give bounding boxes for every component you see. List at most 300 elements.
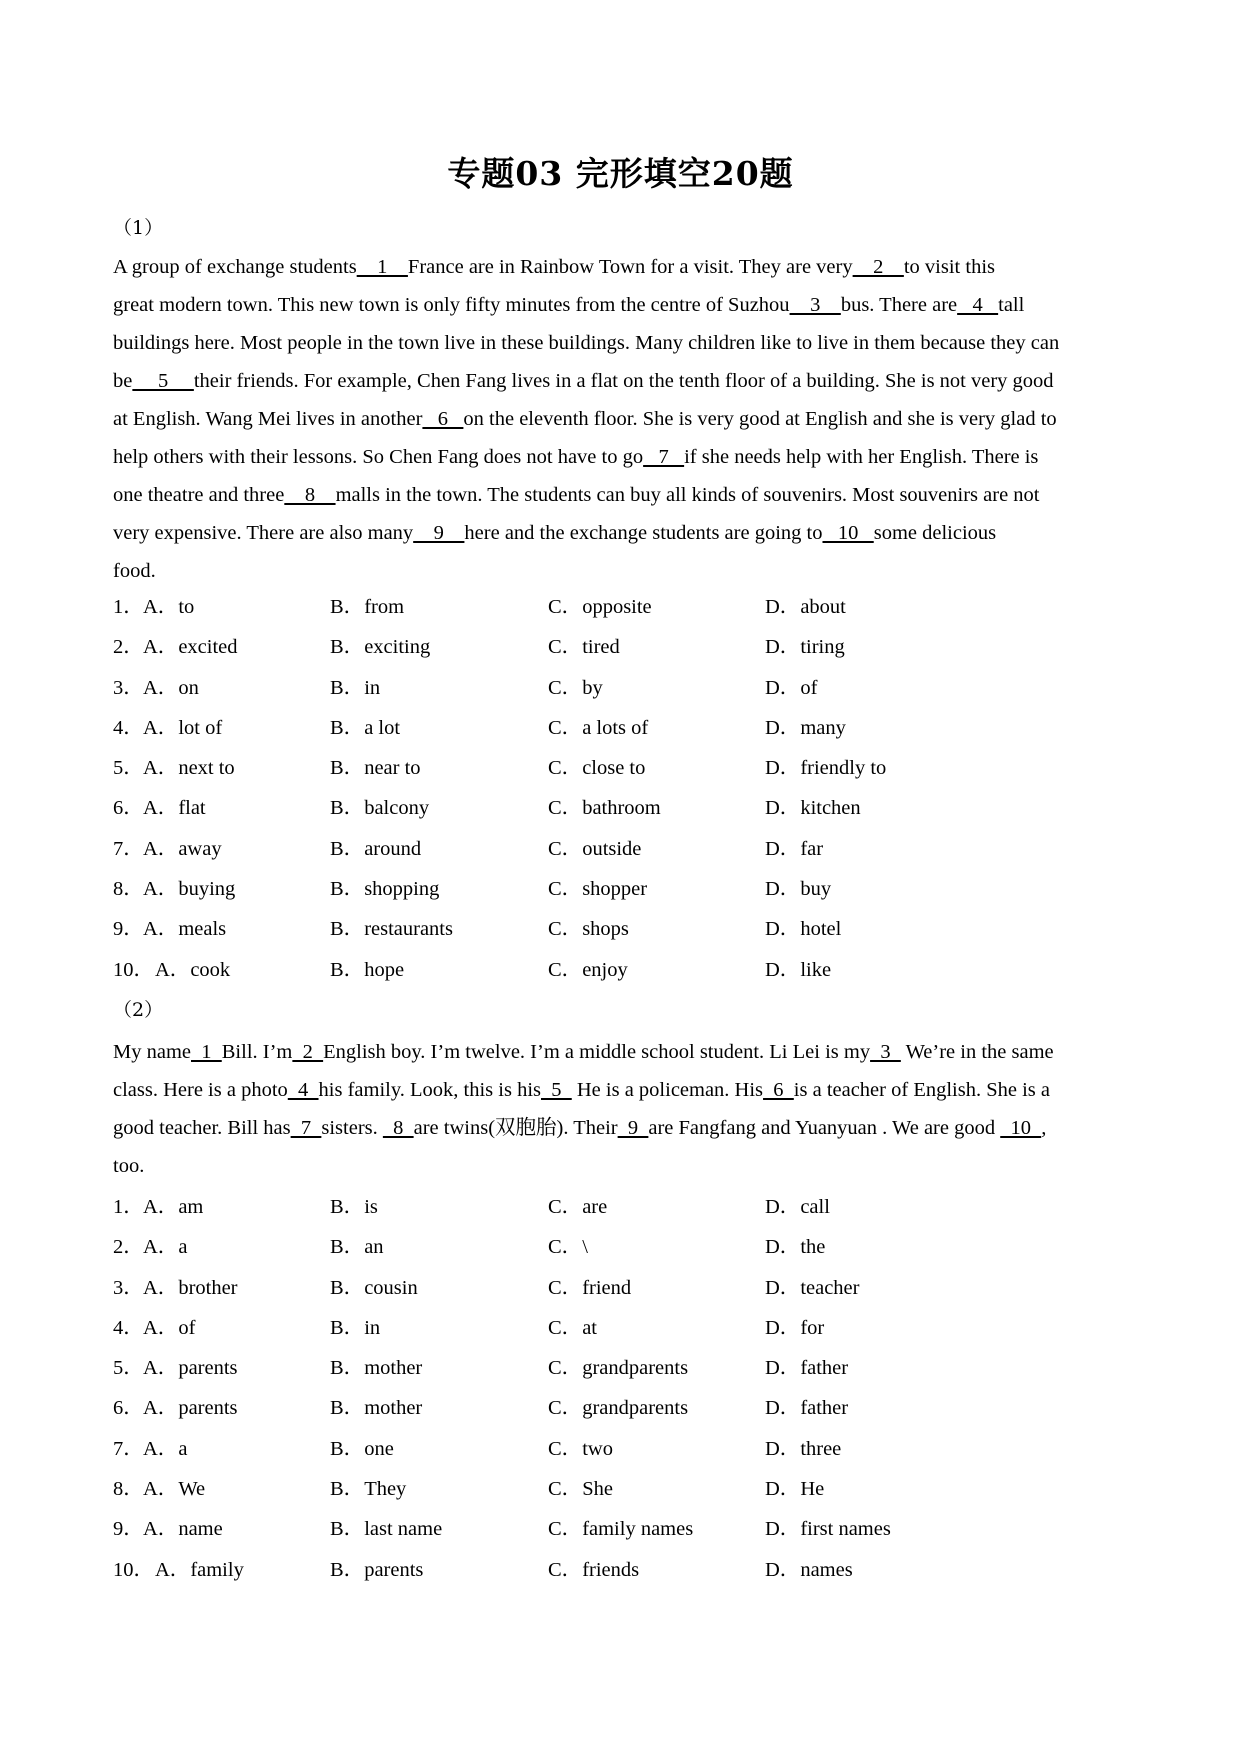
question-number <box>113 831 144 861</box>
option-c <box>548 831 641 861</box>
option-a <box>155 952 230 982</box>
question-number-text: 3 <box>113 676 124 699</box>
question-number-text: 5 <box>113 757 124 780</box>
passage-line <box>113 400 1133 438</box>
question-number <box>113 911 144 941</box>
passage-text: tall <box>998 294 1025 316</box>
question-row <box>113 1310 1133 1350</box>
option-text: in <box>364 1316 381 1339</box>
option-a <box>143 1431 187 1461</box>
section-1-questions <box>113 589 1133 992</box>
option-letter: B． <box>330 918 365 941</box>
passage-line <box>113 552 1133 590</box>
option-letter: B． <box>330 1357 365 1380</box>
option-a <box>143 1310 195 1340</box>
option-letter: C． <box>548 918 583 941</box>
option-letter: D． <box>765 958 801 981</box>
question-number-text: 10 <box>113 958 134 981</box>
option-text: three <box>800 1437 842 1460</box>
option-a <box>143 750 235 780</box>
option-letter: D． <box>765 757 801 780</box>
option-b <box>330 750 421 780</box>
passage-text: very expensive. There are also many <box>113 522 414 544</box>
question-number-text: 1 <box>113 1196 124 1218</box>
option-text: parents <box>178 1397 238 1420</box>
question-number <box>113 1270 144 1300</box>
option-text: tiring <box>800 636 845 659</box>
option-letter: D． <box>765 797 801 820</box>
option-c <box>548 911 629 941</box>
answer-blank: 8 <box>382 1117 414 1139</box>
option-c <box>548 790 661 820</box>
option-text: shopper <box>582 878 648 901</box>
answer-blank: 5 <box>132 370 194 392</box>
option-b <box>330 911 453 941</box>
option-letter: C． <box>548 636 583 659</box>
question-number-text: 8 <box>113 878 124 901</box>
option-c <box>548 1390 688 1420</box>
question-number <box>113 589 144 619</box>
option-b <box>330 1310 380 1340</box>
option-b <box>330 589 404 619</box>
option-text: by <box>582 676 603 699</box>
option-letter: C． <box>548 1558 583 1581</box>
option-b <box>330 1431 394 1461</box>
question-number <box>113 1431 144 1461</box>
section-2-questions <box>113 1189 1133 1592</box>
option-a <box>143 589 194 619</box>
option-text: cook <box>190 958 231 981</box>
option-text: cousin <box>364 1276 418 1299</box>
option-c <box>548 750 645 780</box>
option-b <box>330 1471 406 1501</box>
passage-text: malls in the town. The students can buy all kinds of souvenirs. Most souvenirs are not <box>335 484 1040 506</box>
answer-blank: 10 <box>822 522 874 544</box>
question-number-text: 3 <box>113 1276 124 1299</box>
option-text: next to <box>178 757 235 780</box>
option-letter: C． <box>548 1437 583 1460</box>
option-c <box>548 1511 693 1541</box>
option-text: exciting <box>364 636 431 659</box>
passage-line <box>113 248 1133 286</box>
option-text: father <box>800 1397 849 1420</box>
question-row <box>113 750 1133 790</box>
option-letter: C． <box>548 878 583 901</box>
option-letter: C． <box>548 1196 583 1218</box>
question-number <box>113 1310 144 1340</box>
option-letter: B． <box>330 958 365 981</box>
passage-text: sisters. <box>321 1117 383 1139</box>
answer-blank: 3 <box>870 1041 901 1063</box>
passage-text: help others with their lessons. So Chen Fang does not have to go <box>113 446 644 468</box>
option-text: grandparents <box>582 1357 689 1380</box>
question-number <box>113 871 144 901</box>
option-b <box>330 670 380 700</box>
option-d <box>765 1229 825 1259</box>
option-c <box>548 629 620 659</box>
option-text: like <box>800 958 832 981</box>
option-letter: A． <box>155 1558 191 1581</box>
option-c <box>548 710 648 740</box>
option-text: away <box>178 837 222 860</box>
option-letter: B． <box>330 596 365 618</box>
option-b <box>330 831 421 861</box>
option-b <box>330 1350 422 1380</box>
option-text: many <box>800 716 846 739</box>
option-text: hotel <box>800 918 842 941</box>
option-text: at <box>582 1316 597 1339</box>
option-c <box>548 1350 688 1380</box>
option-b <box>330 629 430 659</box>
answer-blank: 6 <box>763 1079 794 1101</box>
option-letter: D． <box>765 716 801 739</box>
answer-blank: 4 <box>287 1079 319 1101</box>
option-a <box>143 1471 205 1501</box>
question-number-suffix: ． <box>133 958 154 981</box>
option-c <box>548 952 628 982</box>
section-2-label: （2） <box>113 999 164 1021</box>
passage-text: some delicious <box>873 522 997 544</box>
option-letter: C． <box>548 837 583 860</box>
passage-text: buildings here. Most people in the town live in these buildings. Many children like to live in them because they can <box>113 332 1060 354</box>
option-letter: A． <box>155 958 191 981</box>
answer-blank: 8 <box>284 484 336 506</box>
question-row <box>113 952 1133 992</box>
option-a <box>143 831 222 861</box>
passage-text: , <box>1041 1117 1047 1139</box>
option-letter: C． <box>548 1357 583 1380</box>
question-number-suffix: ． <box>123 596 144 618</box>
passage-text: A group of exchange students <box>113 256 357 278</box>
option-d <box>765 1431 841 1461</box>
option-text: the <box>800 1236 826 1259</box>
option-text: \ <box>582 1236 588 1259</box>
question-row <box>113 1471 1133 1511</box>
question-number-text: 7 <box>113 1437 124 1460</box>
option-letter: A． <box>143 918 179 941</box>
option-text: lot of <box>178 716 223 739</box>
option-a <box>143 911 226 941</box>
question-number-suffix: ． <box>123 1397 144 1420</box>
question-row <box>113 1229 1133 1269</box>
option-letter: C． <box>548 1236 583 1259</box>
option-letter: B． <box>330 1276 365 1299</box>
option-text: meals <box>178 918 227 941</box>
option-letter: A． <box>143 837 179 860</box>
option-a <box>143 710 222 740</box>
question-number-suffix: ． <box>123 1518 144 1541</box>
passage-text: too. <box>113 1155 145 1177</box>
question-number-text: 7 <box>113 837 124 860</box>
option-text: about <box>800 596 846 618</box>
option-letter: D． <box>765 1316 801 1339</box>
option-letter: D． <box>765 878 801 901</box>
option-letter: C． <box>548 716 583 739</box>
option-text: kitchen <box>800 797 861 820</box>
option-text: mother <box>364 1397 423 1420</box>
option-text: We <box>178 1478 206 1501</box>
option-letter: A． <box>143 1316 179 1339</box>
option-letter: C． <box>548 1478 583 1501</box>
option-c <box>548 1310 597 1340</box>
option-letter: A． <box>143 1196 179 1218</box>
option-letter: A． <box>143 878 179 901</box>
option-letter: D． <box>765 1196 801 1218</box>
passage-text: his family. Look, this is his <box>318 1079 541 1101</box>
passage-line <box>113 1147 1133 1185</box>
option-d <box>765 1390 848 1420</box>
option-text: for <box>800 1316 825 1339</box>
option-letter: B． <box>330 1558 365 1581</box>
option-text: He <box>800 1478 825 1501</box>
option-c <box>548 1229 588 1259</box>
option-d <box>765 1511 891 1541</box>
question-row <box>113 871 1133 911</box>
question-number-text: 9 <box>113 1518 124 1541</box>
passage-text: here and the exchange students are going to <box>464 522 823 544</box>
question-number-text: 2 <box>113 1236 124 1259</box>
option-text: around <box>364 837 422 860</box>
passage-text: France are in Rainbow Town for a visit. They are very <box>407 256 853 278</box>
option-a <box>143 1270 238 1300</box>
option-d <box>765 1189 830 1219</box>
passage-line <box>113 514 1133 552</box>
option-letter: B． <box>330 1437 365 1460</box>
passage-line <box>113 476 1133 514</box>
option-letter: B． <box>330 797 365 820</box>
option-letter: D． <box>765 676 801 699</box>
option-text: to <box>178 596 195 618</box>
passage-text: We’re in the same <box>900 1041 1054 1063</box>
option-text: shops <box>582 918 629 941</box>
option-letter: B． <box>330 1236 365 1259</box>
option-text: balcony <box>364 797 430 820</box>
option-letter: A． <box>143 1437 179 1460</box>
passage-line <box>113 286 1133 324</box>
question-number <box>113 1229 144 1259</box>
option-text: last name <box>364 1518 443 1541</box>
option-text: teacher <box>800 1276 860 1299</box>
section-1-passage <box>113 248 1133 590</box>
option-b <box>330 1390 422 1420</box>
option-text: is <box>364 1196 378 1218</box>
passage-text: great modern town. This new town is only fifty minutes from the centre of Suzhou <box>113 294 790 316</box>
passage-line <box>113 1033 1133 1071</box>
option-letter: B． <box>330 716 365 739</box>
option-d <box>765 952 831 982</box>
option-letter: A． <box>143 1518 179 1541</box>
option-letter: B． <box>330 1196 365 1218</box>
passage-text: on the eleventh floor. She is very good at English and she is very glad to <box>463 408 1057 430</box>
option-text: parents <box>178 1357 238 1380</box>
question-number <box>113 952 154 982</box>
option-letter: C． <box>548 1518 583 1541</box>
question-row <box>113 1552 1133 1592</box>
option-b <box>330 1189 378 1219</box>
question-row <box>113 629 1133 669</box>
option-d <box>765 1350 848 1380</box>
passage-text: are twins(双胞胎). Their <box>413 1117 618 1139</box>
option-letter: D． <box>765 636 801 659</box>
question-number-text: 6 <box>113 797 124 820</box>
option-text: She <box>582 1478 613 1501</box>
option-a <box>143 629 238 659</box>
option-letter: C． <box>548 1397 583 1420</box>
question-number-suffix: ． <box>123 918 144 941</box>
option-letter: B． <box>330 1397 365 1420</box>
option-text: tired <box>582 636 620 659</box>
question-number-suffix: ． <box>123 837 144 860</box>
option-c <box>548 589 652 619</box>
option-text: restaurants <box>364 918 453 941</box>
option-text: far <box>800 837 824 860</box>
option-letter: B． <box>330 1478 365 1501</box>
option-text: parents <box>364 1558 424 1581</box>
option-d <box>765 589 846 619</box>
question-number <box>113 790 144 820</box>
option-d <box>765 831 823 861</box>
passage-text: is a teacher of English. She is a <box>793 1079 1050 1101</box>
answer-blank: 9 <box>617 1117 649 1139</box>
passage-text: if she needs help with her English. There is <box>684 446 1039 468</box>
question-row <box>113 1390 1133 1430</box>
question-number-suffix: ． <box>123 757 144 780</box>
question-number-text: 8 <box>113 1478 124 1501</box>
option-letter: D． <box>765 1357 801 1380</box>
option-text: excited <box>178 636 238 659</box>
passage-text: are Fangfang and Yuanyuan . We are good <box>648 1117 1001 1139</box>
option-letter: C． <box>548 757 583 780</box>
option-d <box>765 750 886 780</box>
option-a <box>155 1552 244 1582</box>
option-b <box>330 952 404 982</box>
answer-blank: 3 <box>789 294 841 316</box>
option-c <box>548 1552 639 1582</box>
option-d <box>765 1310 824 1340</box>
passage-text: to visit this <box>903 256 995 278</box>
option-letter: D． <box>765 1518 801 1541</box>
passage-text: good teacher. Bill has <box>113 1117 291 1139</box>
option-d <box>765 710 846 740</box>
option-letter: C． <box>548 797 583 820</box>
answer-blank: 6 <box>422 408 464 430</box>
passage-text: My name <box>113 1041 191 1063</box>
option-a <box>143 871 235 901</box>
question-number <box>113 1390 144 1420</box>
question-row <box>113 1350 1133 1390</box>
option-c <box>548 670 603 700</box>
question-number-text: 9 <box>113 918 124 941</box>
option-text: near to <box>364 757 421 780</box>
option-letter: A． <box>143 1236 179 1259</box>
option-b <box>330 1552 423 1582</box>
option-letter: B． <box>330 636 365 659</box>
option-text: outside <box>582 837 642 860</box>
option-text: enjoy <box>582 958 628 981</box>
option-text: friends <box>582 1558 640 1581</box>
option-a <box>143 1350 238 1380</box>
passage-line <box>113 1109 1133 1147</box>
question-number-text: 10 <box>113 1558 134 1581</box>
question-row <box>113 589 1133 629</box>
option-text: are <box>582 1196 608 1218</box>
passage-text: be <box>113 370 133 392</box>
question-row <box>113 1511 1133 1551</box>
question-number <box>113 710 144 740</box>
option-letter: A． <box>143 1478 179 1501</box>
option-text: grandparents <box>582 1397 689 1420</box>
option-b <box>330 871 439 901</box>
option-letter: B． <box>330 1316 365 1339</box>
section-1-label: （1） <box>113 217 164 239</box>
option-letter: D． <box>765 1276 801 1299</box>
option-text: of <box>800 676 818 699</box>
option-letter: D． <box>765 1437 801 1460</box>
question-number-text: 6 <box>113 1397 124 1420</box>
option-letter: B． <box>330 757 365 780</box>
passage-text: at English. Wang Mei lives in another <box>113 408 423 430</box>
question-number-suffix: ． <box>123 1196 144 1218</box>
option-letter: A． <box>143 636 179 659</box>
answer-blank: 2 <box>852 256 904 278</box>
question-number <box>113 1350 144 1380</box>
question-number-suffix: ． <box>123 1316 144 1339</box>
option-letter: A． <box>143 716 179 739</box>
option-c <box>548 1270 631 1300</box>
option-d <box>765 670 817 700</box>
option-text: family <box>190 1558 244 1581</box>
option-letter: C． <box>548 1316 583 1339</box>
option-text: in <box>364 676 381 699</box>
passage-text: Bill. I’m <box>221 1041 293 1063</box>
passage-text: one theatre and three <box>113 484 285 506</box>
question-number <box>113 629 144 659</box>
passage-text: food. <box>113 560 156 582</box>
option-text: shopping <box>364 878 440 901</box>
question-row <box>113 1189 1133 1229</box>
option-text: from <box>364 596 405 618</box>
option-a <box>143 1229 187 1259</box>
option-text: one <box>364 1437 394 1460</box>
option-a <box>143 1390 238 1420</box>
option-b <box>330 1229 384 1259</box>
option-text: buy <box>800 878 832 901</box>
option-a <box>143 1511 223 1541</box>
option-letter: D． <box>765 1558 801 1581</box>
question-number-suffix: ． <box>123 1236 144 1259</box>
answer-blank: 5 <box>541 1079 572 1101</box>
option-letter: C． <box>548 958 583 981</box>
question-number-suffix: ． <box>123 797 144 820</box>
question-number-text: 4 <box>113 1316 124 1339</box>
option-text: mother <box>364 1357 423 1380</box>
answer-blank: 10 <box>1000 1117 1042 1139</box>
question-number <box>113 1552 154 1582</box>
question-row <box>113 710 1133 750</box>
option-d <box>765 871 831 901</box>
question-number-suffix: ． <box>133 1558 154 1581</box>
option-text: flat <box>178 797 206 820</box>
option-letter: D． <box>765 837 801 860</box>
passage-text: their friends. For example, Chen Fang lives in a flat on the tenth floor of a building. She is not very good <box>193 370 1054 392</box>
option-d <box>765 1270 859 1300</box>
option-text: of <box>178 1316 196 1339</box>
question-number-text: 4 <box>113 716 124 739</box>
question-number-suffix: ． <box>123 1276 144 1299</box>
question-number-text: 2 <box>113 636 124 659</box>
option-c <box>548 1189 607 1219</box>
option-b <box>330 1511 442 1541</box>
